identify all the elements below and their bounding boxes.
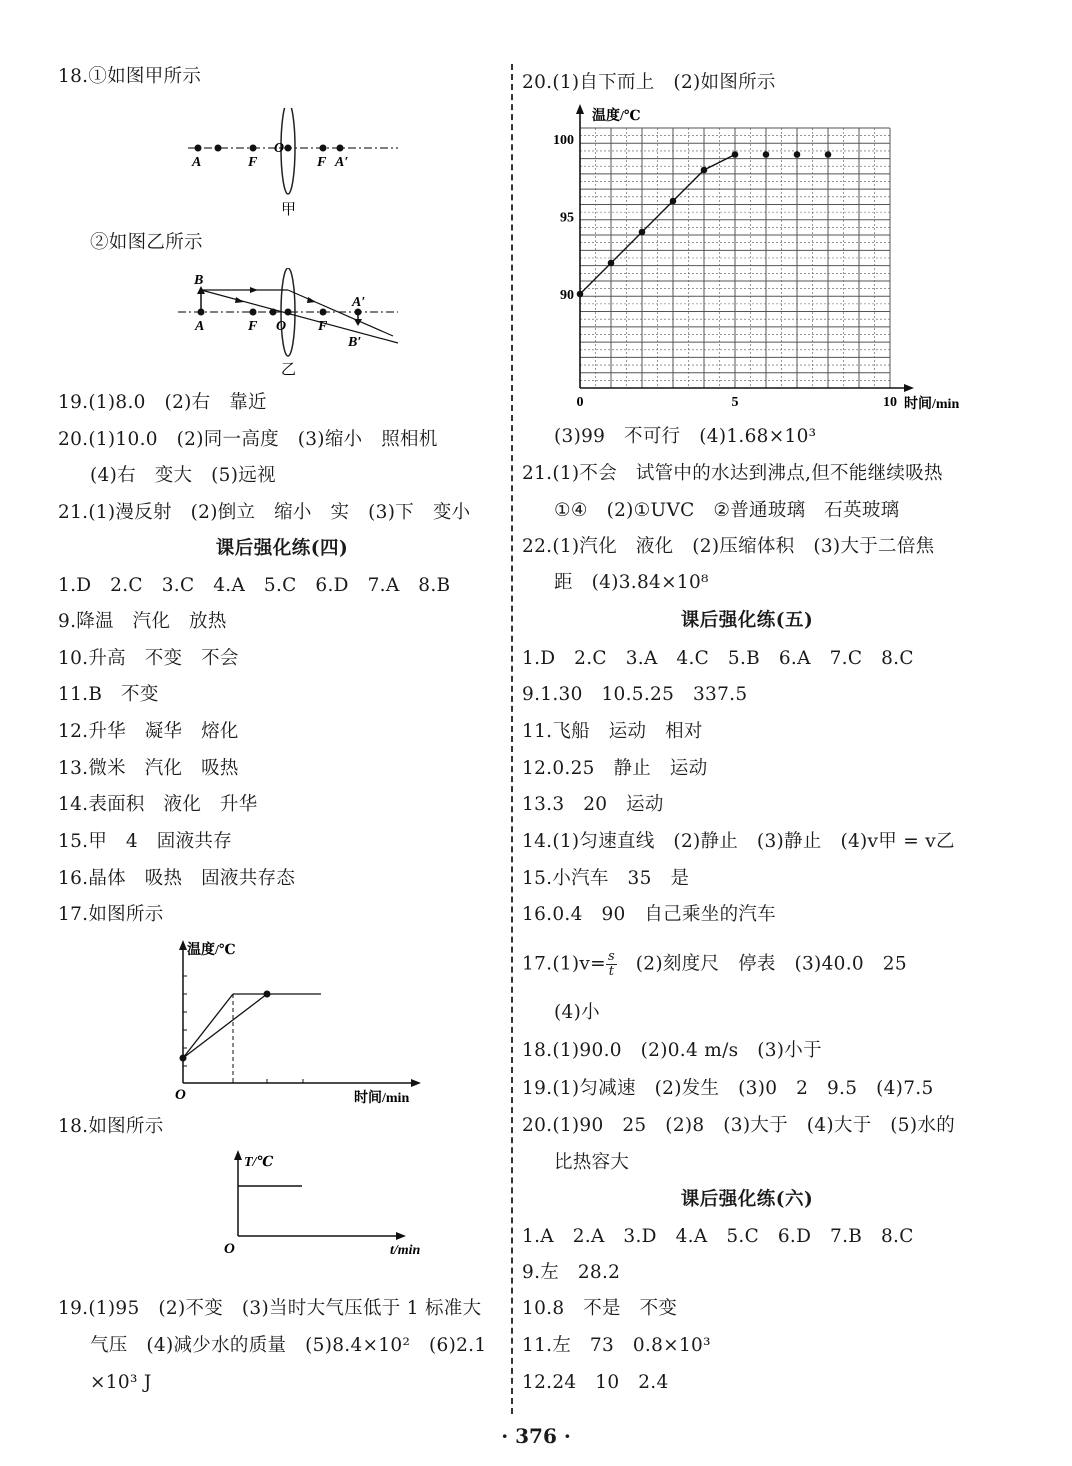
answer-20: 20.(1)自下而上 (2)如图所示 bbox=[522, 72, 776, 93]
label-A: A bbox=[192, 155, 202, 170]
data-point bbox=[732, 151, 739, 158]
answer-18-2: ②如图乙所示 bbox=[90, 232, 203, 253]
label-F-left: F bbox=[248, 155, 258, 170]
answer-row-1-8: 1.D 2.C 3.C 4.A 5.C 6.D 7.A 8.B bbox=[58, 575, 451, 596]
x-tick-label: 0 bbox=[576, 395, 584, 410]
answer-21-cont: ①④ (2)①UVC ②普通玻璃 石英玻璃 bbox=[554, 500, 900, 521]
answer-20b-cont: 比热容大 bbox=[554, 1152, 630, 1173]
answer-16: 16.晶体 吸热 固液共存态 bbox=[58, 868, 296, 889]
answer-20: 20.(1)10.0 (2)同一高度 (3)缩小 照相机 bbox=[58, 429, 438, 450]
x-tick-label: 5 bbox=[731, 395, 739, 410]
data-point bbox=[608, 260, 615, 267]
answer-14: 14.(1)匀速直线 (2)静止 (3)静止 (4)v甲 = v乙 bbox=[522, 831, 955, 852]
label-F-right: F bbox=[318, 319, 328, 334]
x-tick-label: 10 bbox=[883, 395, 897, 410]
answer-18b: 18.如图所示 bbox=[58, 1116, 164, 1137]
x-axis-arrow bbox=[904, 384, 914, 392]
answer-19b-cont: 气压 (4)减少水的质量 (5)8.4×10² (6)2.1 bbox=[90, 1335, 487, 1356]
origin-label: O bbox=[224, 1241, 235, 1256]
data-point bbox=[670, 198, 677, 205]
label-A: A bbox=[195, 319, 205, 334]
y-axis-label: T/℃ bbox=[244, 1155, 274, 1170]
data-point bbox=[701, 167, 708, 174]
answer-12: 12.升华 凝华 熔化 bbox=[58, 721, 239, 742]
label-A-prime: A′ bbox=[335, 155, 349, 170]
answer-22-cont: 距 (4)3.84×10⁸ bbox=[554, 572, 709, 593]
answer-17: 17.如图所示 bbox=[58, 904, 164, 925]
section-heading-5: 课后强化练(五) bbox=[680, 610, 814, 631]
answer-22: 22.(1)汽化 液化 (2)压缩体积 (3)大于二倍焦 bbox=[522, 536, 935, 557]
answer-9b: 9.左 28.2 bbox=[522, 1262, 621, 1283]
answer-11: 11.B 不变 bbox=[58, 684, 159, 705]
answer-20-cont: (4)右 变大 (5)远视 bbox=[90, 465, 276, 486]
answer-19: 19.(1)匀减速 (2)发生 (3)0 2 9.5 (4)7.5 bbox=[522, 1078, 934, 1099]
section-heading-6: 课后强化练(六) bbox=[680, 1189, 814, 1210]
answer-13: 13.微米 汽化 吸热 bbox=[58, 758, 239, 779]
section-heading-4: 课后强化练(四) bbox=[215, 538, 349, 559]
lens-diagram-jia bbox=[168, 108, 428, 218]
answer-17-part-b: (2)刻度尺 停表 (3)40.0 25 bbox=[616, 953, 907, 975]
label-F-left: F bbox=[248, 319, 258, 334]
answer-18: 18.①如图甲所示 bbox=[58, 66, 202, 87]
answer-13: 13.3 20 运动 bbox=[522, 794, 664, 815]
boiling-chart bbox=[536, 98, 976, 418]
answer-17-cont: (4)小 bbox=[554, 1002, 600, 1023]
answer-9-10: 9.1.30 10.5.25 337.5 bbox=[522, 684, 748, 705]
fraction-s-over-t bbox=[606, 950, 617, 979]
answer-19: 19.(1)8.0 (2)右 靠近 bbox=[58, 392, 267, 413]
answer-15: 15.小汽车 35 是 bbox=[522, 868, 690, 889]
answer-17-part-a: 17.(1)v= bbox=[522, 953, 606, 975]
label-B: B bbox=[194, 273, 204, 288]
answer-row-1-8b: 1.A 2.A 3.D 4.A 5.C 6.D 7.B 8.C bbox=[522, 1226, 914, 1247]
data-point bbox=[763, 151, 770, 158]
answer-21: 21.(1)漫反射 (2)倒立 缩小 实 (3)下 变小 bbox=[58, 502, 471, 523]
origin-label: O bbox=[175, 1087, 186, 1103]
label-F-right: F bbox=[317, 155, 327, 170]
answer-20-cont: (3)99 不可行 (4)1.68×10³ bbox=[554, 426, 817, 447]
data-point bbox=[577, 291, 584, 298]
answer-19b-cont2: ×10³ J bbox=[90, 1372, 152, 1393]
chart-axes bbox=[553, 104, 914, 410]
y-axis-label: 温度/℃ bbox=[592, 109, 641, 124]
answer-12: 12.0.25 静止 运动 bbox=[522, 758, 708, 779]
caption-yi: 乙 bbox=[281, 362, 297, 378]
fraction-denominator: t bbox=[608, 964, 615, 979]
data-point bbox=[639, 229, 646, 236]
answer-19b: 19.(1)95 (2)不变 (3)当时大气压低于 1 标准大 bbox=[58, 1298, 482, 1319]
answer-12b: 12.24 10 2.4 bbox=[522, 1372, 669, 1393]
answer-row-1-8: 1.D 2.C 3.A 4.C 5.B 6.A 7.C 8.C bbox=[522, 648, 914, 669]
y-axis-label: 温度/℃ bbox=[187, 943, 236, 958]
label-O: O bbox=[274, 141, 285, 156]
temperature-graph-18 bbox=[218, 1146, 448, 1256]
fraction-numerator: s bbox=[607, 949, 615, 964]
answer-21: 21.(1)不会 试管中的水达到沸点,但不能继续吸热 bbox=[522, 463, 943, 484]
x-axis-label: 时间/min bbox=[354, 1091, 410, 1106]
x-axis-label: t/min bbox=[390, 1243, 421, 1256]
answer-20b: 20.(1)90 25 (2)8 (3)大于 (4)大于 (5)水的 bbox=[522, 1115, 955, 1136]
label-A-prime: A′ bbox=[352, 295, 366, 310]
chart-grid bbox=[580, 128, 890, 388]
answer-15: 15.甲 4 固液共存 bbox=[58, 831, 232, 852]
answer-17 bbox=[522, 950, 907, 979]
heating-graph-17 bbox=[163, 936, 433, 1106]
answer-11b: 11.左 73 0.8×10³ bbox=[522, 1335, 711, 1356]
y-tick-label: 100 bbox=[553, 133, 574, 148]
data-point bbox=[825, 151, 832, 158]
answer-16: 16.0.4 90 自己乘坐的汽车 bbox=[522, 904, 776, 925]
y-tick-label: 90 bbox=[560, 288, 574, 303]
answer-18: 18.(1)90.0 (2)0.4 m/s (3)小于 bbox=[522, 1040, 822, 1061]
caption-jia: 甲 bbox=[281, 202, 297, 218]
y-axis-arrow bbox=[576, 104, 584, 114]
y-tick-label: 95 bbox=[560, 210, 574, 226]
answer-10b: 10.8 不是 不变 bbox=[522, 1298, 678, 1319]
data-point bbox=[794, 151, 801, 158]
page-number: · 376 · bbox=[501, 1424, 571, 1448]
answer-11: 11.飞船 运动 相对 bbox=[522, 721, 703, 742]
answer-10: 10.升高 不变 不会 bbox=[58, 648, 239, 669]
x-axis-label: 时间/min bbox=[904, 397, 960, 412]
lens-diagram-yi bbox=[168, 268, 428, 378]
column-divider bbox=[511, 64, 513, 1414]
answer-14: 14.表面积 液化 升华 bbox=[58, 794, 258, 815]
label-B-prime: B′ bbox=[348, 335, 362, 350]
label-O: O bbox=[276, 319, 287, 334]
answer-9: 9.降温 汽化 放热 bbox=[58, 611, 227, 632]
